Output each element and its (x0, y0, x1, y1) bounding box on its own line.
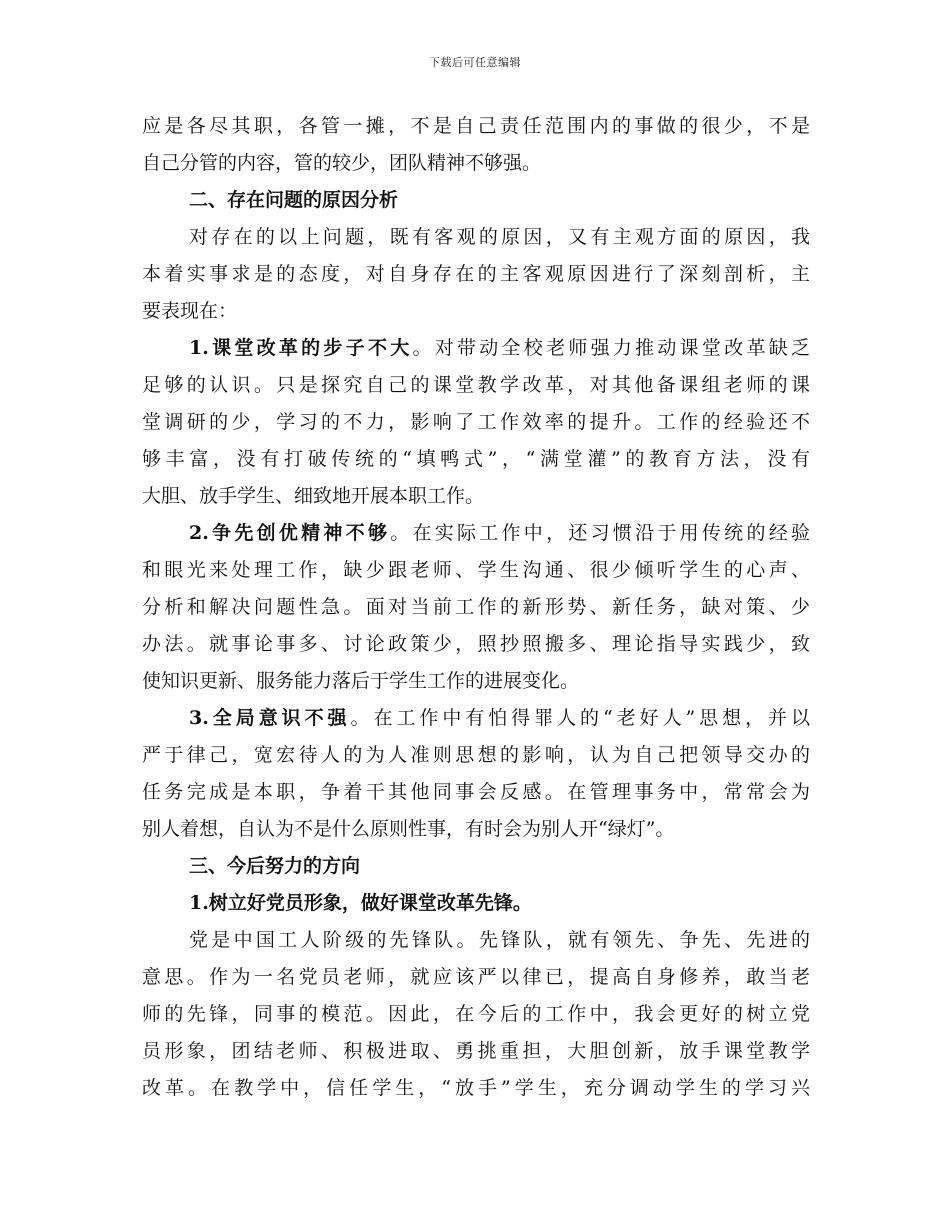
item-title: 3.全局意识不强 (189, 707, 351, 729)
line-text: 够丰富，没有打破传统的“填鸭式”，“满堂灌”的教育方法，没有 (142, 448, 810, 470)
item-title: 1.课堂改革的步子不大 (189, 337, 413, 359)
paragraph-line (142, 330, 810, 367)
line-text: 三、今后努力的方向 (189, 855, 361, 877)
line-text: 分析和解决问题性急。面对当前工作的新形势、新任务，缺对策、少 (142, 596, 810, 618)
line-text: 自己分管的内容，管的较少，团队精神不够强。 (142, 152, 542, 174)
line-text: 改革。在教学中，信任学生，“放手”学生，充分调动学生的学习兴 (142, 1077, 810, 1099)
line-text: 党是中国工人阶级的先锋队。先锋队，就有领先、争先、先进的 (189, 929, 810, 951)
document-body (142, 108, 810, 1107)
line-text: 应是各尽其职，各管一摊，不是自己责任范围内的事做的很少，不是 (142, 115, 810, 137)
line-text: 对存在的以上问题，既有客观的原因，又有主观方面的原因，我 (189, 226, 810, 248)
section-heading (142, 885, 810, 922)
line-text: 严于律己，宽宏待人的为人准则思想的影响，认为自己把领导交办的 (142, 744, 810, 766)
paragraph-line (142, 589, 810, 626)
section-heading (142, 182, 810, 219)
paragraph-line (142, 774, 810, 811)
line-text: 意思。作为一名党员老师，就应该严以律已，提高自身修养，敢当老 (142, 966, 810, 988)
paragraph-line (142, 515, 810, 552)
line-text: 。在实际工作中，还习惯沿于用传统的经验 (390, 522, 810, 544)
paragraph-line (142, 441, 810, 478)
line-text: 堂调研的少，学习的不力，影响了工作效率的提升。工作的经验还不 (142, 411, 810, 433)
paragraph-line (142, 219, 810, 256)
paragraph-line (142, 552, 810, 589)
line-text: 和眼光来处理工作，缺少跟老师、学生沟通、很少倾听学生的心声、 (142, 559, 810, 581)
paragraph-line (142, 737, 810, 774)
paragraph-line (142, 108, 810, 145)
section-heading (142, 848, 810, 885)
paragraph-line (142, 145, 810, 182)
paragraph-line (142, 478, 810, 515)
line-text: 办法。就事论事多、讨论政策少，照抄照搬多、理论指导实践少，致 (142, 633, 810, 655)
line-text: 本着实事求是的态度，对自身存在的主客观原因进行了深刻剖析，主 (142, 263, 810, 285)
paragraph-line (142, 959, 810, 996)
page-header: 下载后可任意编辑 (429, 56, 521, 69)
paragraph-line (142, 293, 810, 330)
paragraph-line (142, 1070, 810, 1107)
paragraph-line (142, 700, 810, 737)
paragraph-line (142, 663, 810, 700)
line-text: 员形象，团结老师、积极进取、勇挑重担，大胆创新，放手课堂教学 (142, 1040, 810, 1062)
line-text: 。在工作中有怕得罪人的“老好人”思想，并以 (350, 707, 810, 729)
line-text: 使知识更新、服务能力落后于学生工作的进展变化。 (142, 670, 580, 692)
line-text: 师的先锋，同事的模范。因此，在今后的工作中，我会更好的树立党 (142, 1003, 810, 1025)
paragraph-line (142, 404, 810, 441)
line-text: 要表现在： (142, 300, 238, 322)
paragraph-line (142, 367, 810, 404)
paragraph-line (142, 256, 810, 293)
line-text: 别人着想，自认为不是什么原则性事，有时会为别人开“绿灯”。 (142, 818, 675, 840)
line-text: 足够的认识。只是探究自己的课堂教学改革，对其他备课组老师的课 (142, 374, 810, 396)
line-text: 二、存在问题的原因分析 (189, 189, 399, 211)
paragraph-line (142, 626, 810, 663)
line-text: 。对带动全校老师强力推动课堂改革缺乏 (412, 337, 810, 359)
line-text: 1.树立好党员形象，做好课堂改革先锋。 (189, 892, 532, 914)
paragraph-line (142, 811, 810, 848)
paragraph-line (142, 996, 810, 1033)
line-text: 大胆、放手学生、细致地开展本职工作。 (142, 485, 485, 507)
paragraph-line (142, 922, 810, 959)
item-title: 2.争先创优精神不够 (189, 522, 391, 544)
paragraph-line (142, 1033, 810, 1070)
line-text: 任务完成是本职，争着干其他同事会反感。在管理事务中，常常会为 (142, 781, 810, 803)
